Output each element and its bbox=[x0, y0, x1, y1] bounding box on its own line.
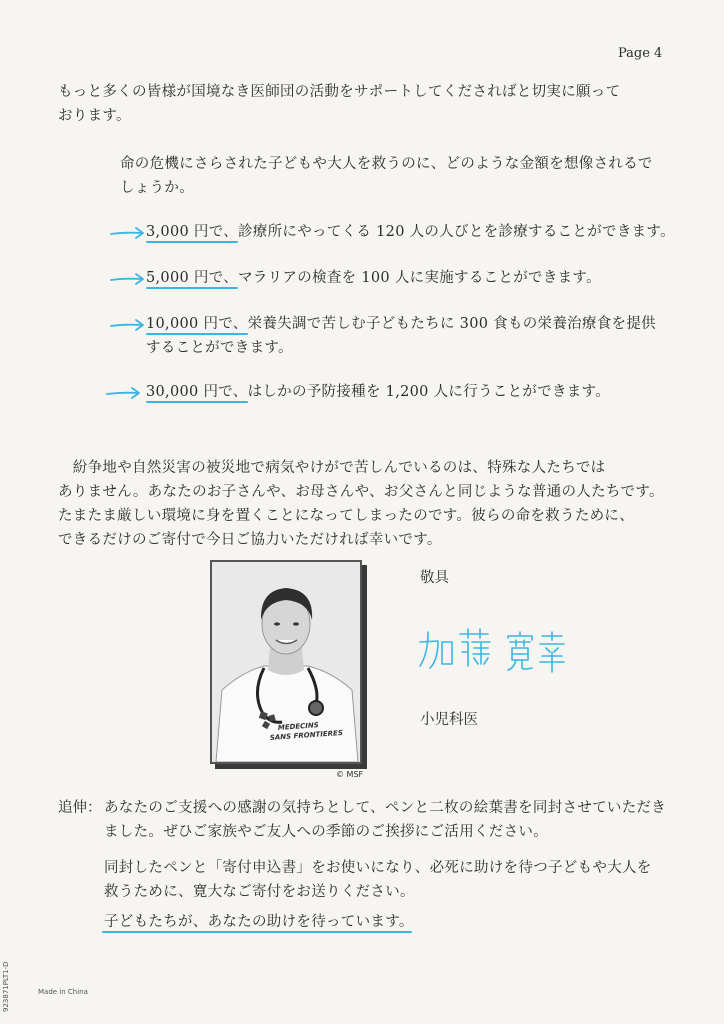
amount-description: 栄養失調で苦しむ子どもたちに 300 食もの栄養治療食を提供 bbox=[247, 316, 656, 332]
postscript-label: 追伸： bbox=[58, 800, 102, 816]
intro-paragraph bbox=[58, 80, 620, 128]
signer-title: 小児科医 bbox=[420, 712, 478, 728]
postscript-paragraph-2 bbox=[104, 856, 652, 904]
handwritten-signature bbox=[416, 624, 596, 676]
print-code: 923871PLT1-D bbox=[2, 961, 10, 1012]
amount-description: 診療所にやってくる 120 人の人びとを診療することができます。 bbox=[238, 224, 675, 240]
situation-line: ありません。あなたのお子さんや、お母さんや、お父さんと同じような普通の人たちです。 bbox=[58, 484, 664, 500]
shirt-text-line1: MEDECINS bbox=[277, 721, 320, 732]
postscript-paragraph-1 bbox=[104, 796, 666, 844]
photo-credit: © MSF bbox=[336, 770, 364, 779]
amount-description: はしかの予防接種を 1,200 人に行うことができます。 bbox=[247, 384, 611, 400]
situation-line: たまたま厳しい環境に身を置くことになってしまったのです。彼らの命を救うために、 bbox=[58, 508, 635, 524]
postscript-line: 同封したペンと「寄付申込書」をお使いになり、必死に助けを待つ子どもや大人を bbox=[104, 860, 652, 876]
intro-line: おります。 bbox=[58, 108, 131, 124]
amount-value: 10,000 円で、 bbox=[146, 316, 248, 332]
amount-description-cont: することができます。 bbox=[146, 340, 293, 356]
amount-value: 30,000 円で、 bbox=[146, 384, 248, 400]
closing-phrase: 敬具 bbox=[420, 570, 449, 586]
amount-item bbox=[146, 380, 610, 404]
doctor-portrait-icon bbox=[212, 562, 360, 762]
postscript-closing-line: 子どもたちが、あなたの助けを待っています。 bbox=[104, 914, 414, 930]
situation-paragraph bbox=[58, 456, 664, 552]
amount-item bbox=[146, 220, 675, 244]
amount-value: 5,000 円で、 bbox=[146, 270, 239, 286]
question-line: しょうか。 bbox=[120, 180, 194, 196]
doctor-photo bbox=[210, 560, 362, 764]
amount-item bbox=[146, 312, 656, 360]
handwritten-arrow-icon bbox=[110, 226, 146, 240]
intro-line: もっと多くの皆様が国境なき医師団の活動をサポートしてくださればと切実に願って bbox=[58, 84, 621, 100]
shirt-text-line2: SANS FRONTIERES bbox=[269, 728, 344, 742]
handwritten-underline bbox=[102, 931, 412, 933]
amount-value: 3,000 円で、 bbox=[146, 224, 239, 240]
handwritten-arrow-icon bbox=[106, 386, 142, 400]
amount-description: マラリアの検査を 100 人に実施することができます。 bbox=[238, 270, 601, 286]
amount-item bbox=[146, 266, 601, 290]
situation-line: 紛争地や自然災害の被災地で病気やけがで苦しんでいるのは、特殊な人たちでは bbox=[58, 460, 606, 476]
question-paragraph bbox=[120, 152, 653, 200]
handwritten-arrow-icon bbox=[110, 272, 146, 286]
question-line: 命の危機にさらされた子どもや大人を救うのに、どのような金額を想像されるで bbox=[120, 156, 653, 172]
situation-line: できるだけのご寄付で今日ご協力いただければ幸いです。 bbox=[58, 532, 442, 548]
postscript-line: あなたのご支援への感謝の気持ちとして、ペンと二枚の絵葉書を同封させていただき bbox=[104, 800, 667, 816]
postscript-line: ました。ぜひご家族やご友人への季節のご挨拶にご活用ください。 bbox=[104, 824, 548, 840]
page-number: Page 4 bbox=[618, 46, 663, 61]
handwritten-arrow-icon bbox=[110, 318, 146, 332]
postscript-line: 救うために、寛大なご寄付をお送りください。 bbox=[104, 884, 415, 900]
made-in-label: Made in China bbox=[38, 988, 88, 996]
